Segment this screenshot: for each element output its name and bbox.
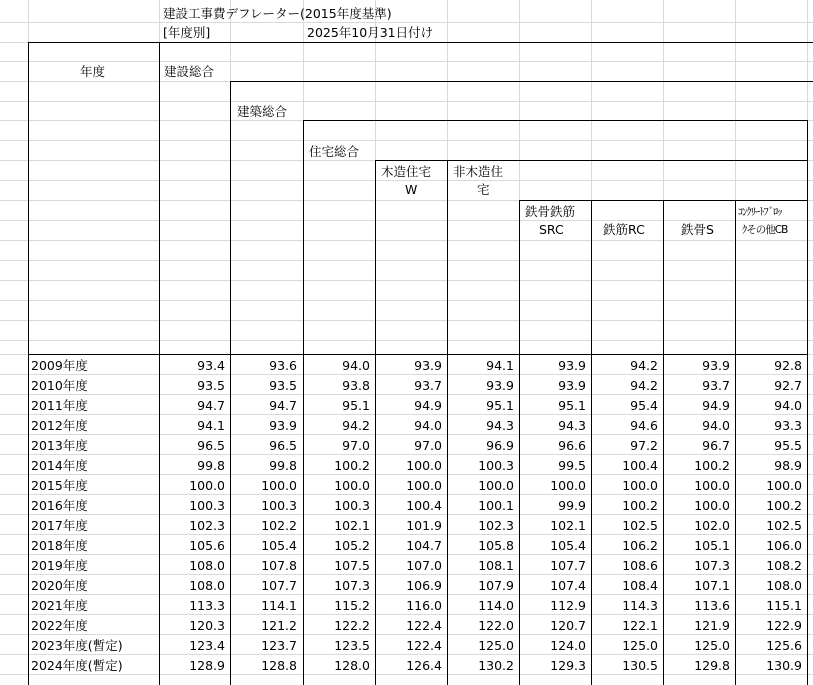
header-housing-total[interactable]: 住宅総合 (309, 144, 360, 159)
header-src-line1[interactable]: 鉄骨鉄筋 (525, 204, 576, 219)
cell-value[interactable]: 94.0 (774, 398, 802, 413)
cell-value[interactable]: 123.4 (189, 638, 225, 653)
cell-value[interactable]: 123.7 (261, 638, 297, 653)
cell-value[interactable]: 94.0 (414, 418, 442, 433)
cell-value[interactable]: 113.3 (189, 598, 225, 613)
cell-value[interactable]: 99.5 (558, 458, 586, 473)
cell-value[interactable]: 100.3 (261, 498, 297, 513)
cell-value[interactable]: 108.2 (766, 558, 802, 573)
cell-value[interactable]: 100.4 (406, 498, 442, 513)
cell-value[interactable]: 130.5 (622, 658, 658, 673)
cell-value[interactable]: 107.4 (550, 578, 586, 593)
cell-value[interactable]: 115.1 (766, 598, 802, 613)
cell-value[interactable]: 100.0 (406, 458, 442, 473)
cell-value[interactable]: 100.2 (622, 498, 658, 513)
cell-value[interactable]: 100.2 (694, 458, 730, 473)
cell-value[interactable]: 95.1 (558, 398, 586, 413)
cell-value[interactable]: 115.2 (334, 598, 370, 613)
cell-value[interactable]: 97.0 (342, 438, 370, 453)
cell-value[interactable]: 125.6 (766, 638, 802, 653)
header-nonwood-line1[interactable]: 非木造住 (453, 164, 504, 179)
cell-value[interactable]: 94.2 (630, 378, 658, 393)
cell-value[interactable]: 124.0 (550, 638, 586, 653)
cell-value[interactable]: 100.3 (478, 458, 514, 473)
cell-value[interactable]: 94.2 (630, 358, 658, 373)
cell-value[interactable]: 108.1 (478, 558, 514, 573)
cell-value[interactable]: 125.0 (478, 638, 514, 653)
cell-value[interactable]: 105.2 (334, 538, 370, 553)
cell-value[interactable]: 93.9 (486, 378, 514, 393)
header-rc[interactable]: 鉄筋RC (603, 222, 645, 237)
cell-value[interactable]: 105.1 (694, 538, 730, 553)
header-nonwood-line2[interactable]: 宅 (477, 182, 490, 197)
cell-value[interactable]: 94.7 (197, 398, 225, 413)
row-year-label[interactable]: 2021年度 (31, 598, 88, 613)
sheet-subtitle[interactable]: [年度別] (163, 25, 211, 40)
gridline-horizontal (0, 300, 813, 301)
row-year-label[interactable]: 2015年度 (31, 478, 88, 493)
cell-value[interactable]: 93.7 (702, 378, 730, 393)
header-building-total[interactable]: 建築総合 (237, 104, 288, 119)
border-left (28, 42, 29, 685)
cell-value[interactable]: 100.0 (694, 478, 730, 493)
cell-value[interactable]: 94.0 (702, 418, 730, 433)
cell-value[interactable]: 100.0 (478, 478, 514, 493)
border-col2 (230, 81, 231, 685)
gridline-horizontal (0, 240, 813, 241)
cell-value[interactable]: 125.0 (622, 638, 658, 653)
cell-value[interactable]: 102.5 (766, 518, 802, 533)
cell-value[interactable]: 102.2 (261, 518, 297, 533)
row-year-label[interactable]: 2013年度 (31, 438, 88, 453)
border-header-bottom (28, 354, 808, 355)
cell-value[interactable]: 94.7 (269, 398, 297, 413)
cell-value[interactable]: 97.0 (414, 438, 442, 453)
sheet-date[interactable]: 2025年10月31日付け (307, 25, 434, 40)
cell-value[interactable]: 108.6 (622, 558, 658, 573)
cell-value[interactable]: 116.0 (406, 598, 442, 613)
border-col4 (375, 160, 376, 685)
row-year-label[interactable]: 2019年度 (31, 558, 88, 573)
row-year-label[interactable]: 2022年度 (31, 618, 88, 633)
row-year-label[interactable]: 2023年度(暫定) (31, 638, 123, 653)
cell-value[interactable]: 108.4 (622, 578, 658, 593)
cell-value[interactable]: 93.9 (702, 358, 730, 373)
cell-value[interactable]: 107.0 (406, 558, 442, 573)
cell-value[interactable]: 94.3 (486, 418, 514, 433)
cell-value[interactable]: 104.7 (406, 538, 442, 553)
cell-value[interactable]: 96.5 (197, 438, 225, 453)
cell-value[interactable]: 108.0 (766, 578, 802, 593)
border-col5 (447, 160, 448, 685)
header-src-line2[interactable]: SRC (539, 222, 564, 237)
cell-value[interactable]: 122.4 (406, 638, 442, 653)
cell-value[interactable]: 130.9 (766, 658, 802, 673)
cell-value[interactable]: 106.0 (766, 538, 802, 553)
cell-value[interactable]: 123.5 (334, 638, 370, 653)
gridline-horizontal (0, 260, 813, 261)
cell-value[interactable]: 96.9 (486, 438, 514, 453)
cell-value[interactable]: 102.5 (622, 518, 658, 533)
cell-value[interactable]: 114.1 (261, 598, 297, 613)
cell-value[interactable]: 93.7 (414, 378, 442, 393)
cell-value[interactable]: 121.9 (694, 618, 730, 633)
row-year-label[interactable]: 2018年度 (31, 538, 88, 553)
border-right (807, 120, 808, 685)
row-year-label[interactable]: 2017年度 (31, 518, 88, 533)
gridline-horizontal (0, 140, 813, 141)
cell-value[interactable]: 107.9 (478, 578, 514, 593)
cell-value[interactable]: 96.5 (269, 438, 297, 453)
cell-value[interactable]: 108.0 (189, 558, 225, 573)
cell-value[interactable]: 108.0 (189, 578, 225, 593)
gridline-horizontal (0, 101, 813, 102)
cell-value[interactable]: 95.1 (486, 398, 514, 413)
border-building (230, 81, 813, 82)
cell-value[interactable]: 105.6 (189, 538, 225, 553)
cell-value[interactable]: 100.0 (622, 478, 658, 493)
cell-value[interactable]: 112.9 (550, 598, 586, 613)
border-top (28, 42, 813, 43)
cell-value[interactable]: 94.0 (342, 358, 370, 373)
cell-value[interactable]: 130.2 (478, 658, 514, 673)
row-year-label[interactable]: 2020年度 (31, 578, 88, 593)
cell-value[interactable]: 100.0 (406, 478, 442, 493)
row-year-label[interactable]: 2016年度 (31, 498, 88, 513)
cell-value[interactable]: 128.9 (189, 658, 225, 673)
cell-value[interactable]: 99.8 (197, 458, 225, 473)
cell-value[interactable]: 102.1 (334, 518, 370, 533)
header-wooden-line2[interactable]: W (405, 182, 418, 197)
cell-value[interactable]: 94.1 (486, 358, 514, 373)
row-year-label[interactable]: 2010年度 (31, 378, 88, 393)
cell-value[interactable]: 94.9 (414, 398, 442, 413)
cell-value[interactable]: 93.6 (269, 358, 297, 373)
cell-value[interactable]: 113.6 (694, 598, 730, 613)
border-col9 (735, 200, 736, 685)
cell-value[interactable]: 102.3 (478, 518, 514, 533)
cell-value[interactable]: 93.5 (269, 378, 297, 393)
cell-value[interactable]: 93.9 (269, 418, 297, 433)
row-year-label[interactable]: 2014年度 (31, 458, 88, 473)
border-col6 (519, 200, 520, 685)
row-year-label[interactable]: 2011年度 (31, 398, 88, 413)
cell-value[interactable]: 100.0 (261, 478, 297, 493)
cell-value[interactable]: 121.2 (261, 618, 297, 633)
header-year[interactable]: 年度 (80, 64, 106, 79)
cell-value[interactable]: 126.4 (406, 658, 442, 673)
cell-value[interactable]: 96.7 (702, 438, 730, 453)
cell-value[interactable]: 122.2 (334, 618, 370, 633)
cell-value[interactable]: 96.6 (558, 438, 586, 453)
cell-value[interactable]: 106.2 (622, 538, 658, 553)
cell-value[interactable]: 128.0 (334, 658, 370, 673)
cell-value[interactable]: 99.8 (269, 458, 297, 473)
gridline-horizontal (0, 280, 813, 281)
cell-value[interactable]: 107.5 (334, 558, 370, 573)
cell-value[interactable]: 93.9 (414, 358, 442, 373)
cell-value[interactable]: 105.8 (478, 538, 514, 553)
cell-value[interactable]: 107.7 (261, 578, 297, 593)
border-col7 (591, 200, 592, 685)
sheet-title[interactable]: 建設工事費デフレーター(2015年度基準) (163, 6, 392, 21)
cell-value[interactable]: 92.7 (774, 378, 802, 393)
cell-value[interactable]: 100.0 (694, 498, 730, 513)
cell-value[interactable]: 94.1 (197, 418, 225, 433)
cell-value[interactable]: 95.1 (342, 398, 370, 413)
cell-value[interactable]: 107.7 (550, 558, 586, 573)
row-year-label[interactable]: 2009年度 (31, 358, 88, 373)
cell-value[interactable]: 101.9 (406, 518, 442, 533)
cell-value[interactable]: 94.6 (630, 418, 658, 433)
cell-value[interactable]: 93.8 (342, 378, 370, 393)
cell-value[interactable]: 122.1 (622, 618, 658, 633)
cell-value[interactable]: 114.0 (478, 598, 514, 613)
cell-value[interactable]: 107.1 (694, 578, 730, 593)
border-housing (303, 120, 808, 121)
border-types (375, 160, 808, 161)
header-wooden-line1[interactable]: 木造住宅 (381, 164, 432, 179)
cell-value[interactable]: 102.0 (694, 518, 730, 533)
cell-value[interactable]: 102.3 (189, 518, 225, 533)
border-col8 (663, 200, 664, 685)
cell-value[interactable]: 93.9 (558, 358, 586, 373)
cell-value[interactable]: 107.3 (334, 578, 370, 593)
cell-value[interactable]: 100.0 (334, 478, 370, 493)
cell-value[interactable]: 125.0 (694, 638, 730, 653)
cell-value[interactable]: 100.1 (478, 498, 514, 513)
cell-value[interactable]: 93.3 (774, 418, 802, 433)
cell-value[interactable]: 93.4 (197, 358, 225, 373)
row-year-label[interactable]: 2024年度(暫定) (31, 658, 123, 673)
header-cb-line1[interactable]: ｺﾝｸﾘｰﾄﾌﾞﾛｯ (738, 206, 782, 218)
cell-value[interactable]: 122.9 (766, 618, 802, 633)
cell-value[interactable]: 94.3 (558, 418, 586, 433)
cell-value[interactable]: 105.4 (261, 538, 297, 553)
cell-value[interactable]: 120.7 (550, 618, 586, 633)
cell-value[interactable]: 128.8 (261, 658, 297, 673)
cell-value[interactable]: 100.3 (189, 498, 225, 513)
cell-value[interactable]: 95.5 (774, 438, 802, 453)
cell-value[interactable]: 95.4 (630, 398, 658, 413)
row-year-label[interactable]: 2012年度 (31, 418, 88, 433)
cell-value[interactable]: 97.2 (630, 438, 658, 453)
cell-value[interactable]: 129.3 (550, 658, 586, 673)
cell-value[interactable]: 105.4 (550, 538, 586, 553)
cell-value[interactable]: 93.9 (558, 378, 586, 393)
cell-value[interactable]: 102.1 (550, 518, 586, 533)
cell-value[interactable]: 100.0 (189, 478, 225, 493)
cell-value[interactable]: 107.3 (694, 558, 730, 573)
cell-value[interactable]: 120.3 (189, 618, 225, 633)
cell-value[interactable]: 106.9 (406, 578, 442, 593)
cell-value[interactable]: 100.3 (334, 498, 370, 513)
cell-value[interactable]: 107.8 (261, 558, 297, 573)
cell-value[interactable]: 129.8 (694, 658, 730, 673)
cell-value[interactable]: 100.0 (766, 478, 802, 493)
gridline-horizontal (0, 320, 813, 321)
cell-value[interactable]: 99.9 (558, 498, 586, 513)
cell-value[interactable]: 100.2 (334, 458, 370, 473)
cell-value[interactable]: 94.2 (342, 418, 370, 433)
border-col3 (303, 120, 304, 685)
border-col1 (159, 42, 160, 685)
gridline-horizontal (0, 22, 813, 23)
header-steel[interactable]: 鉄骨S (681, 222, 714, 237)
header-construction-total[interactable]: 建設総合 (164, 64, 215, 79)
gridline-horizontal (0, 61, 813, 62)
cell-value[interactable]: 100.0 (550, 478, 586, 493)
header-cb-line2[interactable]: ｸその他CB (742, 224, 788, 236)
cell-value[interactable]: 94.9 (702, 398, 730, 413)
cell-value[interactable]: 100.2 (766, 498, 802, 513)
cell-value[interactable]: 122.0 (478, 618, 514, 633)
cell-value[interactable]: 122.4 (406, 618, 442, 633)
cell-value[interactable]: 98.9 (774, 458, 802, 473)
cell-value[interactable]: 92.8 (774, 358, 802, 373)
cell-value[interactable]: 114.3 (622, 598, 658, 613)
cell-value[interactable]: 100.4 (622, 458, 658, 473)
cell-value[interactable]: 93.5 (197, 378, 225, 393)
gridline-horizontal (0, 340, 813, 341)
